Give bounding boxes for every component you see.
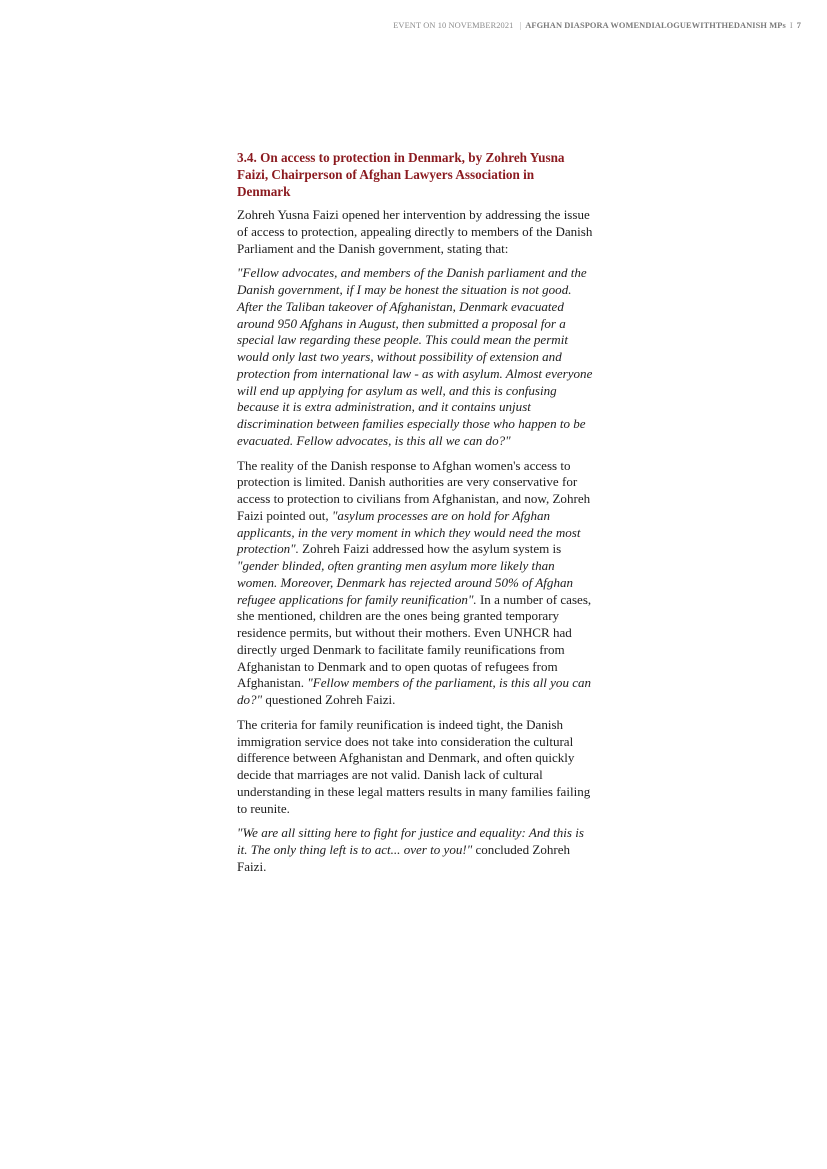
inline-quote-asylum-hold: "asylum processes are on hold for Afghan applicants, in the very moment in which they would need the most protection". <box>237 507 581 557</box>
closing-quote: "We are all sitting here to fight for justice and equality: And this is it. The only thing left is to act... over to you!" <box>237 825 584 857</box>
page-number: 7 <box>796 21 801 30</box>
header-event: EVENT ON 10 NOVEMBER2021 <box>393 21 514 30</box>
section-title: 3.4. On access to protection in Denmark, by Zohreh Yusna Faizi, Chairperson of Afghan Lawyers Association in Denmark <box>237 150 565 199</box>
inline-quote-all-you-can-do: "Fellow members of the parliament, is this all you can do?" <box>237 675 592 707</box>
reality-text-1: The reality of the Danish response to Afghan women's access to protection is limited. Danish authorities are very conservative for access to protection to civilians from Afghanistan, and now, Zohreh Faizi pointed out, <box>237 457 591 523</box>
block-quote: "Fellow advocates, and members of the Danish parliament and the Danish government, if I may be honest the situation is not good. After the Taliban takeover of Afghanistan, Denmark evacuated around 950 Afghans in August, then submitted a proposal for a special law regarding these people. This could mean the permit would only last two years, without possibility of extension and protection from international law - as with asylum. Almost everyone will end up applying for asylum as well, and this is confusing because it is extra administration, and it contains unjust discrimination between families especially those who happen to be evacuated. Fellow advocates, is this all we can do?" <box>237 265 593 448</box>
closing-tail: concluded Zohreh Faizi. <box>237 842 571 874</box>
inline-quote-gender-blind: "gender blinded, often granting men asylum more likely than women. Moreover, Denmark has rejected around 50% of Afghan refugee applications for family reunification". <box>237 558 574 607</box>
header-divider: | <box>519 21 522 30</box>
intro-paragraph: Zohreh Yusna Faizi opened her intervention by addressing the issue of access to protection, appealing directly to members of the Danish Parliament and the Danish government, stating that: <box>237 207 593 256</box>
section-body <box>237 149 595 884</box>
criteria-paragraph: The criteria for family reunification is indeed tight, the Danish immigration service does not take into consideration the cultural difference between Afghanistan and Denmark, and often quickly decide that marriages are not valid. Danish lack of cultural understanding in these legal matters results in many families failing to reunite. <box>237 716 591 816</box>
reality-text-3: In a number of cases, she mentioned, children are the ones being granted temporary residence permits, but without their mothers. Even UNHCR had directly urged Denmark to facilitate family reunifications from Afghanistan to Denmark and to open quotas of refugees from Afghanistan. <box>237 591 592 691</box>
running-header <box>393 21 801 30</box>
header-title: AFGHAN DIASPORA WOMENDIALOGUEWITHTHEDANISH MPs <box>525 21 786 30</box>
closing-paragraph <box>237 825 595 875</box>
reality-text-4: questioned Zohreh Faizi. <box>262 692 396 707</box>
reality-text-2: Zohreh Faizi addressed how the asylum system is <box>298 541 562 557</box>
header-separator: I <box>789 21 793 30</box>
reality-paragraph <box>237 458 595 709</box>
